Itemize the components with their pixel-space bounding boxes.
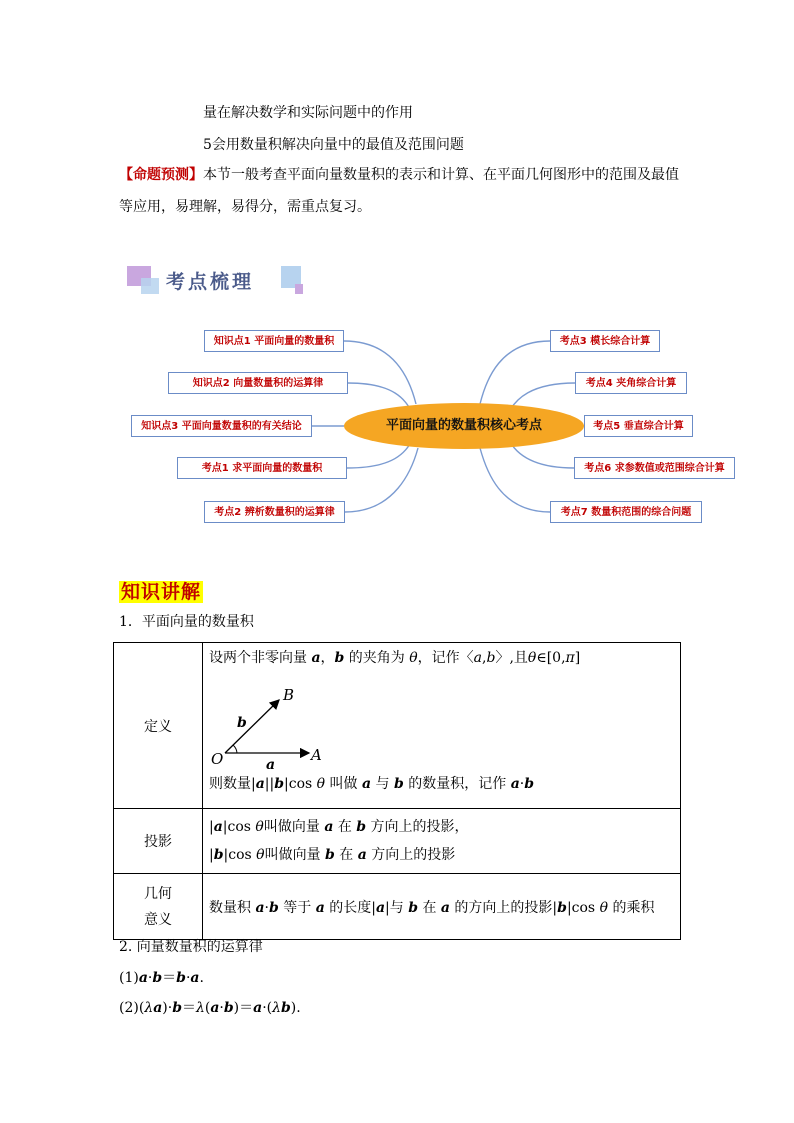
row-definition-label: 定义 xyxy=(114,643,203,809)
label-b: b xyxy=(237,715,247,731)
law-2: (2)(λa)·b＝λ(a·b)＝a·(λb). xyxy=(119,1000,301,1016)
prediction-text: 本节一般考查平面向量数量积的表示和计算、在平面几何图形中的范围及最值 xyxy=(203,167,679,183)
mindmap-right-node-1: 考点3 模长综合计算 xyxy=(550,330,660,352)
label-B: B xyxy=(283,686,295,704)
mindmap-right-node-5: 考点7 数量积范围的综合问题 xyxy=(550,501,702,523)
row-geometric-content: 数量积 a·b 等于 a 的长度|a|与 b 在 a 的方向上的投影|b|cos θ 的乘积 xyxy=(203,874,681,940)
knowledge-title: 知识讲解 xyxy=(121,581,202,603)
connector-right-5 xyxy=(480,448,550,512)
row-geometric-label: 几何 意义 xyxy=(114,874,203,940)
connector-left-5 xyxy=(345,448,418,512)
prediction-label: 【命题预测】 xyxy=(119,167,203,183)
mindmap-left-node-4: 考点1 求平面向量的数量积 xyxy=(177,457,347,479)
mindmap-right-node-3: 考点5 垂直综合计算 xyxy=(584,415,693,437)
label-A: A xyxy=(311,746,322,764)
row-definition-content: 设两个非零向量 a，b 的夹角为 θ，记作〈a,b〉,且θ∈[0,π] O A B a b 则数量|a||b|cos θ 叫做 a 与 b 的数量积，记作 a·b xyxy=(203,643,681,809)
heading-2: 2. 向量数量积的运算律 xyxy=(119,939,263,955)
mindmap-left-node-2: 知识点2 向量数量积的运算律 xyxy=(168,372,348,394)
heading-1: 1．平面向量的数量积 xyxy=(119,614,254,630)
law-1: (1)a·b＝b·a. xyxy=(119,970,204,986)
mindmap-left-node-3: 知识点3 平面向量数量积的有关结论 xyxy=(131,415,312,437)
mindmap-right-node-2: 考点4 夹角综合计算 xyxy=(575,372,687,394)
definition-table xyxy=(113,642,681,940)
mindmap-right-node-4: 考点6 求参数值或范围综合计算 xyxy=(574,457,735,479)
row-projection-label: 投影 xyxy=(114,809,203,874)
prediction-text-2: 等应用，易理解，易得分，需重点复习。 xyxy=(119,199,371,215)
angle-arc xyxy=(233,745,237,753)
label-O: O xyxy=(211,750,224,768)
intro-line-1: 量在解决数学和实际问题中的作用 xyxy=(203,105,413,121)
connector-left-1 xyxy=(344,341,416,404)
connector-right-1 xyxy=(480,341,550,404)
mindmap-left-node-5: 考点2 辨析数量积的运算律 xyxy=(204,501,345,523)
section-title: 考点梳理 xyxy=(166,271,255,293)
mindmap-left-node-1: 知识点1 平面向量的数量积 xyxy=(204,330,344,352)
vector-diagram xyxy=(209,673,349,773)
mindmap-center: 平面向量的数量积核心考点 xyxy=(344,403,584,449)
intro-line-2: 5会用数量积解决向量中的最值及范围问题 xyxy=(203,137,464,153)
row-projection-content: |a|cos θ叫做向量 a 在 b 方向上的投影， |b|cos θ叫做向量 b 在 a 方向上的投影 xyxy=(203,809,681,874)
label-a: a xyxy=(266,757,276,773)
